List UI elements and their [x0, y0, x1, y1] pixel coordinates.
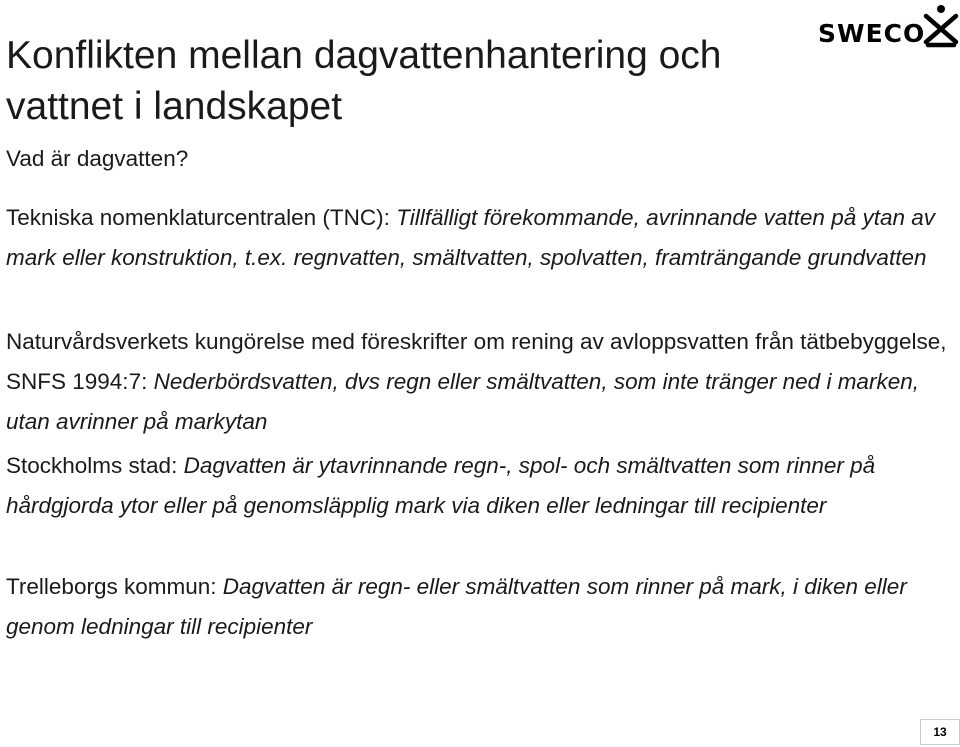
definition-paragraph	[6, 198, 951, 278]
definition-source: Stockholms stad:	[6, 453, 178, 478]
definition-text: Nederbördsvatten, dvs regn eller smältvatten, som inte tränger ned i marken, utan avrinner på markytan	[6, 369, 919, 434]
definition-text: Dagvatten är regn- eller smältvatten som rinner på mark, i diken eller genom ledningar till recipienter	[6, 574, 907, 639]
definition-source: Trelleborgs kommun:	[6, 574, 217, 599]
sweco-figure-icon	[922, 4, 960, 48]
subtitle: Vad är dagvatten?	[6, 146, 189, 171]
sweco-logo	[818, 4, 960, 48]
page-number: 13	[920, 719, 960, 745]
definition-paragraph	[6, 446, 951, 526]
definition-source: Naturvårdsverkets kungörelse med föreskrifter om rening av avloppsvatten från tätbebyggelse, SNFS 1994:7:	[6, 329, 947, 394]
definition-paragraph	[6, 567, 951, 647]
slide-title: Konflikten mellan dagvattenhantering och vattnet i landskapet	[6, 34, 722, 128]
definition-source: Tekniska nomenklaturcentralen (TNC):	[6, 205, 390, 230]
definition-paragraph	[6, 322, 951, 442]
logo-text: SWECO	[818, 19, 926, 48]
definition-text: Tillfälligt förekommande, avrinnande vatten på ytan av mark eller konstruktion, t.ex. regnvatten, smältvatten, spolvatten, framträngande grundvatten	[6, 205, 936, 270]
definition-text: Dagvatten är ytavrinnande regn-, spol- och smältvatten som rinner på hårdgjorda ytor eller på genomsläpplig mark via diken eller ledningar till recipienter	[6, 453, 876, 518]
